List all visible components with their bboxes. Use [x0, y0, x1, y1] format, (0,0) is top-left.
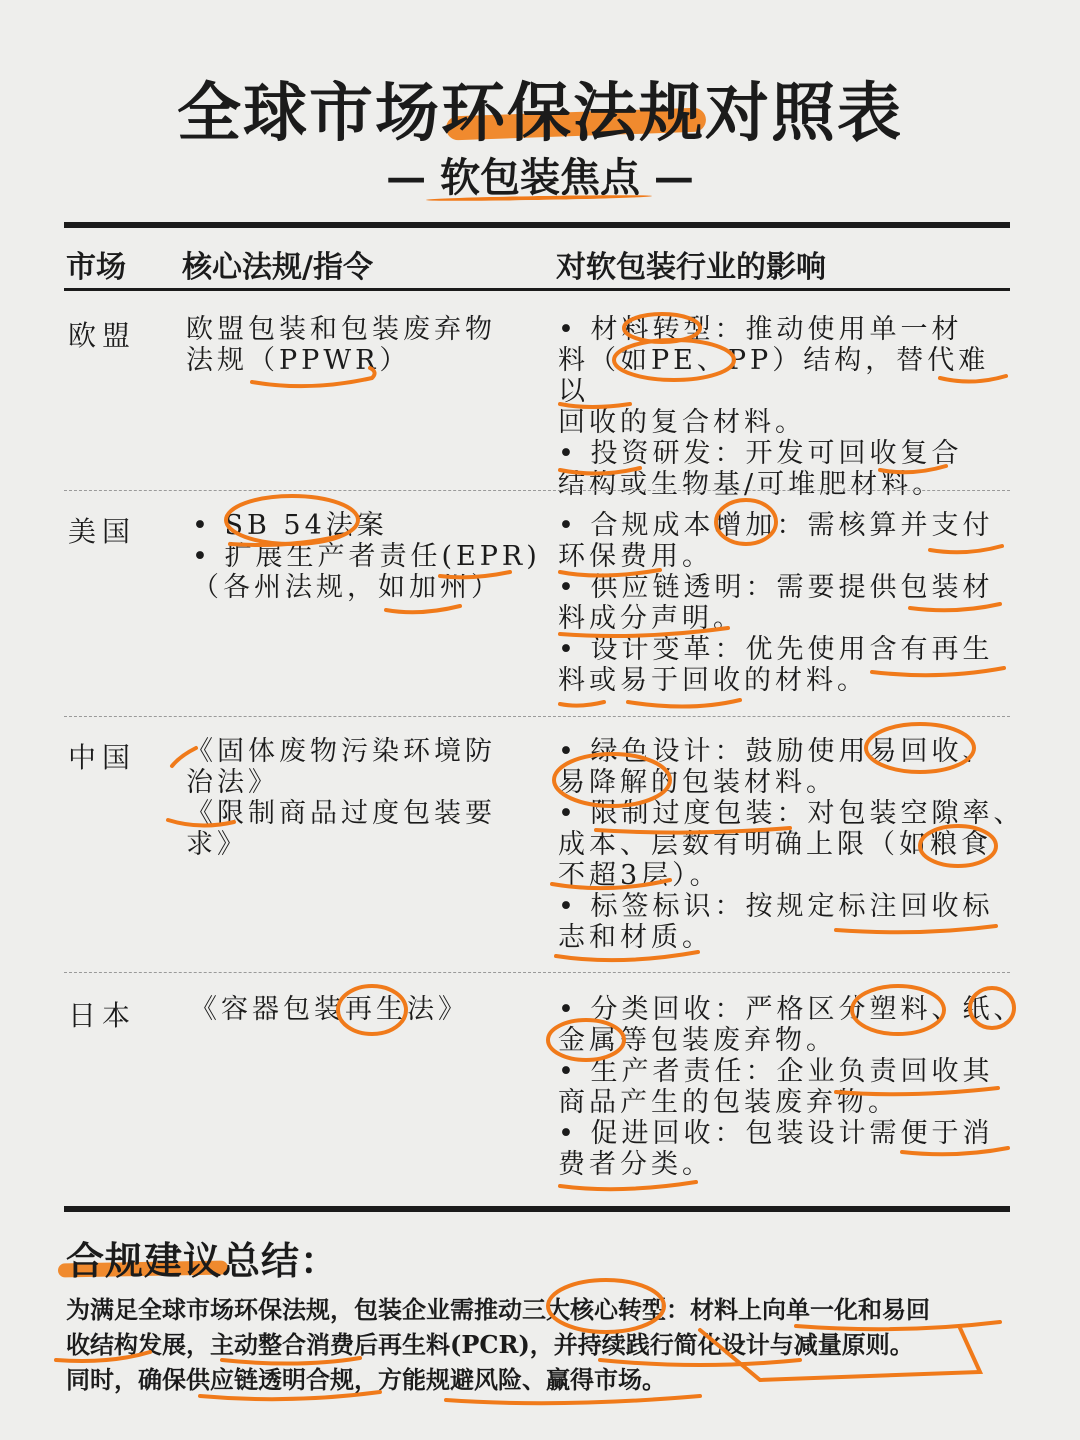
summary-body: [66, 1292, 1016, 1397]
impact-line: 易降解的包装材料。: [558, 767, 837, 798]
regulation-eu: [186, 314, 526, 376]
impact-line: • 生产者责任：企业负责回收其: [558, 1056, 994, 1087]
regulation-line: （各州法规，如加州）: [192, 572, 502, 603]
row-divider: [64, 972, 1010, 973]
impact-line: • 投资研发：开发可回收复合: [558, 438, 963, 469]
regulation-line: 求》: [186, 829, 248, 860]
market-eu: 欧盟: [68, 319, 137, 352]
impact-line: 金属等包装废弃物。: [558, 1025, 837, 1056]
impact-line: 料或易于回收的材料。: [558, 665, 868, 696]
underline-mark: [556, 952, 698, 960]
regulation-line: • 扩展生产者责任(EPR): [192, 541, 541, 572]
underline-mark: [560, 702, 604, 706]
regulation-line: 治法》: [186, 767, 279, 798]
table-header-rule: [64, 288, 1010, 291]
regulation-line: 《限制商品过度包装要: [186, 798, 496, 829]
impact-line: 料成分声明。: [558, 603, 744, 634]
impact-line: 结构或生物基/可堆肥材料。: [558, 469, 944, 500]
impact-china: [558, 736, 1028, 953]
impact-line: 环保费用。: [558, 541, 713, 572]
header-impact: 对软包装行业的影响: [556, 250, 826, 285]
impact-line: • 合规成本增加：需核算并支付: [558, 510, 994, 541]
summary-title: 合规建议总结：: [66, 1238, 340, 1283]
page-title: 全球市场环保法规对照表: [177, 76, 903, 151]
impact-line: • 标签标识：按规定标注回收标: [558, 891, 994, 922]
market-china: 中国: [68, 741, 137, 774]
regulation-line: • SB 54法案: [192, 510, 388, 541]
impact-line: • 促进回收：包装设计需便于消: [558, 1118, 994, 1149]
impact-japan: [558, 994, 1028, 1180]
underline-mark: [628, 700, 740, 707]
underline-mark: [446, 1396, 700, 1403]
header-regulation: 核心法规/指令: [182, 250, 373, 285]
underline-mark: [386, 606, 460, 612]
regulation-line: 《固体废物污染环境防: [186, 736, 496, 767]
table-bottom-rule: [64, 1206, 1010, 1212]
underline-mark: [560, 1182, 696, 1189]
impact-eu: [558, 314, 1018, 500]
impact-us: [558, 510, 1018, 696]
impact-line: 费者分类。: [558, 1149, 713, 1180]
subtitle: — 软包装焦点 —: [386, 154, 694, 201]
impact-line: 商品产生的包装废弃物。: [558, 1087, 899, 1118]
row-divider: [64, 716, 1010, 717]
impact-line: 不超3层）。: [558, 860, 721, 891]
regulation-line: 《容器包装再生法》: [190, 994, 469, 1025]
impact-line: • 设计变革：优先使用含有再生: [558, 634, 994, 665]
regulation-line: 欧盟包装和包装废弃物: [186, 314, 496, 345]
market-japan: 日本: [68, 999, 137, 1032]
market-us: 美国: [68, 515, 137, 548]
summary-line: 为满足全球市场环保法规，包装企业需推动三大核心转型：材料上向单一化和易回: [66, 1295, 930, 1324]
impact-line: • 材料转型：推动使用单一材: [558, 314, 963, 345]
impact-line: 回收的复合材料。: [558, 407, 806, 438]
summary-line: 收结构发展，主动整合消费后再生料(PCR)，并持续践行简化设计与减量原则。: [66, 1330, 914, 1359]
regulation-us: [192, 510, 542, 603]
summary-line: 同时，确保供应链透明合规，方能规避风险、赢得市场。: [66, 1365, 666, 1394]
impact-line: • 限制过度包装：对包装空隙率、: [558, 798, 1025, 829]
regulation-china: [186, 736, 526, 860]
impact-line: • 分类回收：严格区分塑料、纸、: [558, 994, 1025, 1025]
title-block: [0, 62, 1080, 154]
row-divider: [64, 490, 1010, 491]
regulation-line: 法规（PPWR）: [186, 345, 411, 376]
table-top-rule: [64, 222, 1010, 228]
header-market: 市场: [66, 250, 126, 285]
impact-line: • 供应链透明：需要提供包装材: [558, 572, 994, 603]
impact-line: 成本、层数有明确上限（如粮食: [558, 829, 992, 860]
regulation-japan: [190, 994, 530, 1025]
impact-line: • 绿色设计：鼓励使用易回收、: [558, 736, 994, 767]
impact-line: 志和材质。: [558, 922, 713, 953]
impact-line: 料（如PE、PP）结构，替代难以: [558, 345, 990, 407]
